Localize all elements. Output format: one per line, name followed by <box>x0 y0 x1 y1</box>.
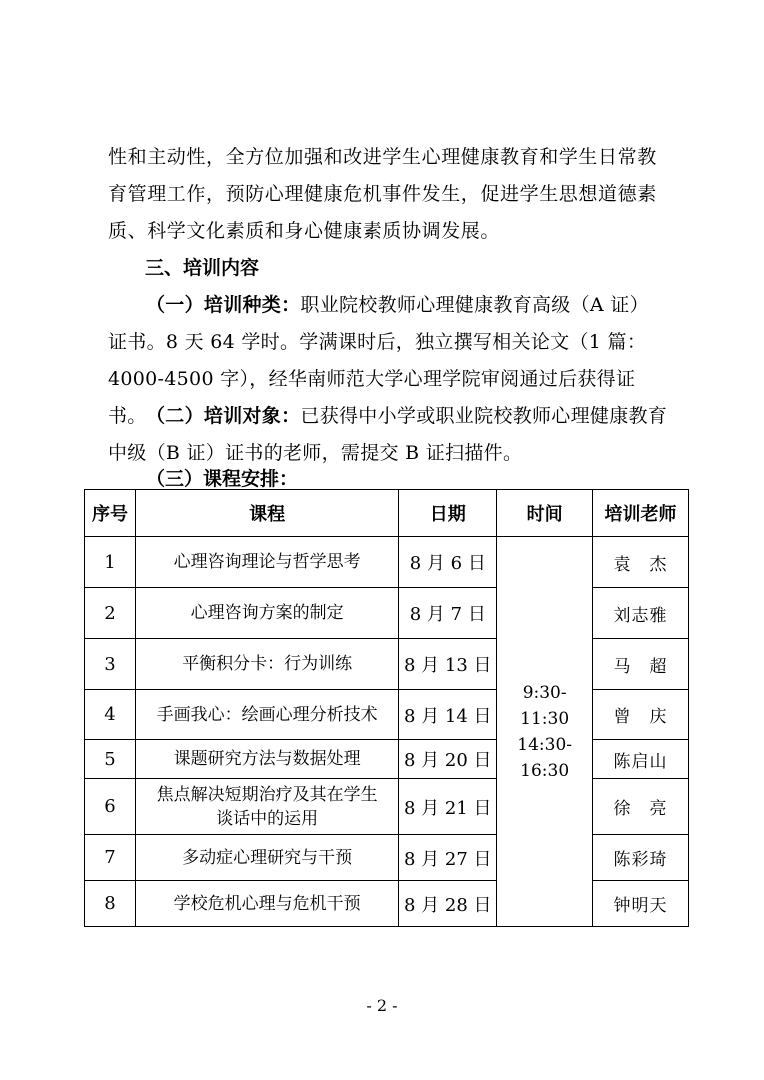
row-number: 8 <box>85 881 136 927</box>
row-teacher: 徐 亮 <box>593 779 689 835</box>
table-row <box>85 881 689 927</box>
row-teacher: 曾 庆 <box>593 690 689 740</box>
intro-line: 质、科学文化素质和身心健康素质协调发展。 <box>108 220 501 242</box>
header-time: 时间 <box>497 490 593 537</box>
row-course: 心理咨询方案的制定 <box>135 588 398 639</box>
row-course: 心理咨询理论与哲学思考 <box>135 537 398 588</box>
row-number: 6 <box>85 779 136 835</box>
row-number: 3 <box>85 639 136 690</box>
row-number: 1 <box>85 537 136 588</box>
table-row <box>85 740 689 779</box>
header-number: 序号 <box>85 490 136 537</box>
item-training-type-text: 职业院校教师心理健康教育高级（A 证）证书。8 天 64 学时。学满课时后，独立撰写相关论文（1 篇：4000-4500 字），经华南师范大学心理学院审阅通过后获得证书。 <box>108 294 649 427</box>
row-date: 8 月 6 日 <box>399 537 497 588</box>
row-date: 8 月 13 日 <box>399 639 497 690</box>
row-course: 学校危机心理与危机干预 <box>135 881 398 927</box>
item-schedule-label: （三）课程安排： <box>146 468 299 490</box>
row-date: 8 月 7 日 <box>399 588 497 639</box>
row-number: 4 <box>85 690 136 740</box>
row-teacher: 马 超 <box>593 639 689 690</box>
row-course: 手画我心：绘画心理分析技术 <box>135 690 398 740</box>
time-morning: 9:30-11:30 <box>520 682 570 729</box>
row-course: 平衡积分卡：行为训练 <box>135 639 398 690</box>
header-teacher: 培训老师 <box>593 490 689 537</box>
table-row <box>85 779 689 835</box>
row-course: 多动症心理研究与干预 <box>135 835 398 881</box>
row-course: 焦点解决短期治疗及其在学生谈话中的运用 <box>135 779 398 835</box>
row-date: 8 月 27 日 <box>399 835 497 881</box>
page-number: - 2 - <box>366 996 398 1015</box>
item-training-type-label: （一）培训种类： <box>146 294 301 316</box>
row-date: 8 月 21 日 <box>399 779 497 835</box>
section-heading: 三、培训内容 <box>145 257 260 279</box>
table-row <box>85 639 689 690</box>
table-row <box>85 537 689 588</box>
item-training-target-text: 已获得中小学或职业院校教师心理健康教育中级（B 证）证书的老师，需提交 B 证扫描件。 <box>108 405 668 464</box>
item-training-target-label: （二）培训对象： <box>146 405 301 427</box>
intro-paragraph <box>108 139 668 250</box>
time-afternoon: 14:30-16:30 <box>517 734 573 781</box>
header-date: 日期 <box>399 490 497 537</box>
row-number: 2 <box>85 588 136 639</box>
row-teacher: 袁 杰 <box>593 537 689 588</box>
intro-line: 育管理工作，预防心理健康危机事件发生，促进学生思想道德素 <box>108 183 657 205</box>
table-row <box>85 588 689 639</box>
row-teacher: 陈彩琦 <box>593 835 689 881</box>
row-date: 8 月 14 日 <box>399 690 497 740</box>
table-row <box>85 835 689 881</box>
row-course: 课题研究方法与数据处理 <box>135 740 398 779</box>
row-date: 8 月 20 日 <box>399 740 497 779</box>
row-number: 7 <box>85 835 136 881</box>
row-teacher: 钟明天 <box>593 881 689 927</box>
table-header-row <box>85 490 689 537</box>
schedule-table <box>84 489 689 927</box>
intro-line: 性和主动性，全方位加强和改进学生心理健康教育和学生日常教 <box>108 146 657 168</box>
row-date: 8 月 28 日 <box>399 881 497 927</box>
row-teacher: 刘志雅 <box>593 588 689 639</box>
header-course: 课程 <box>135 490 398 537</box>
row-teacher: 陈启山 <box>593 740 689 779</box>
row-number: 5 <box>85 740 136 779</box>
table-row <box>85 690 689 740</box>
row-time <box>497 537 593 927</box>
